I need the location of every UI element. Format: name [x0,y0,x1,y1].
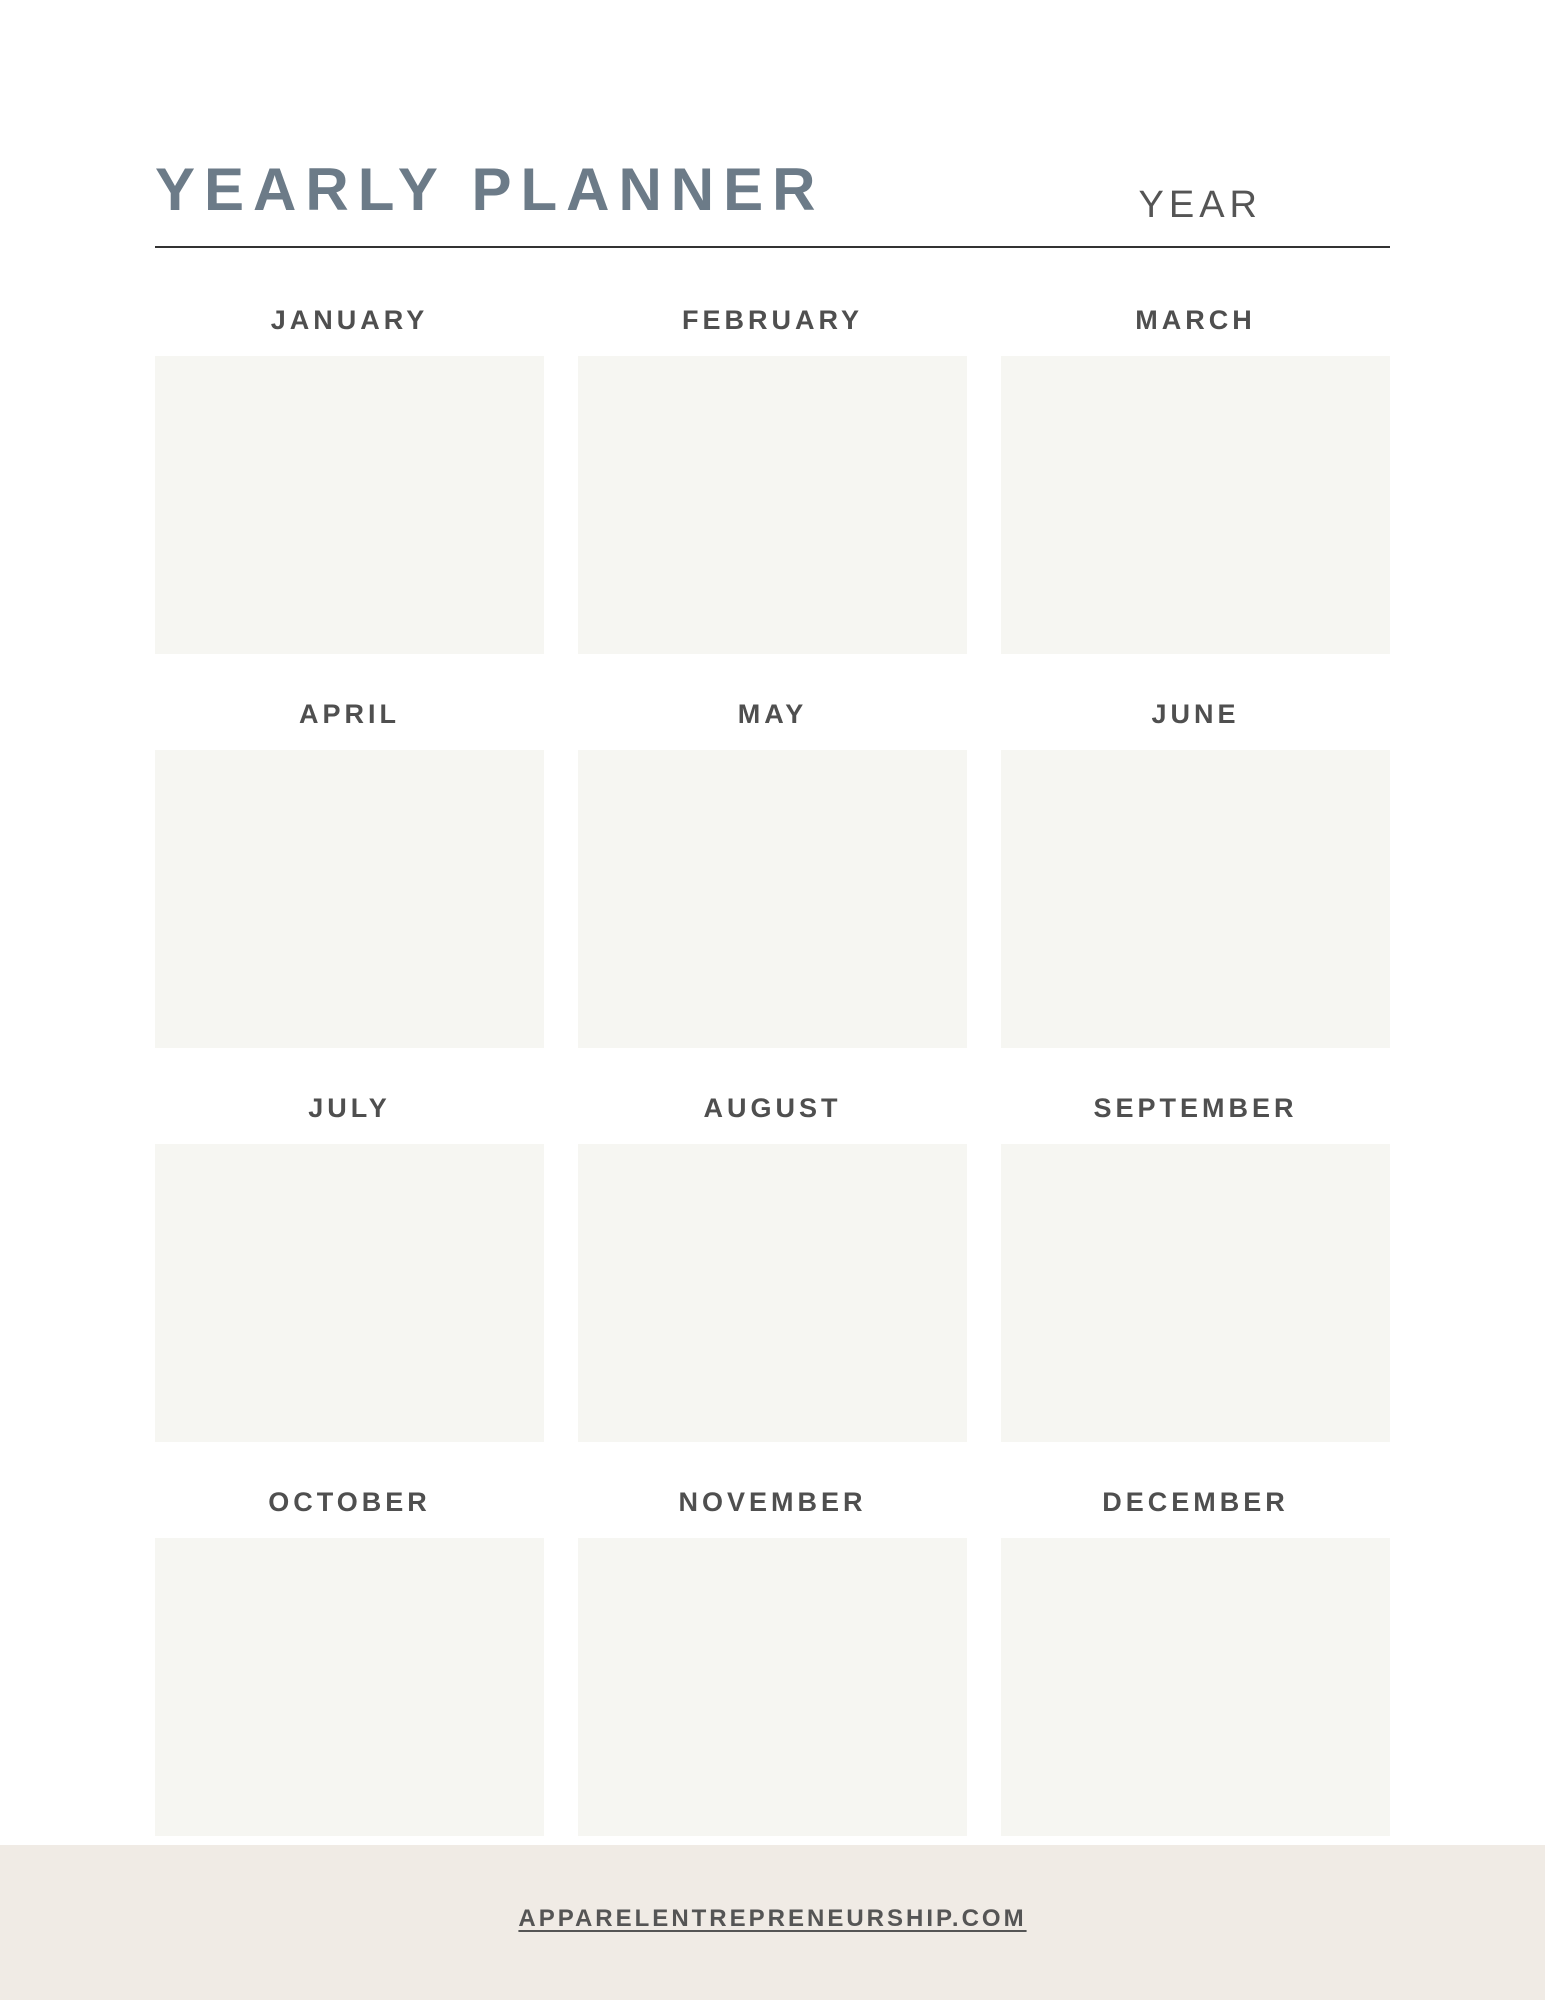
month-notes-box[interactable] [1001,750,1390,1048]
month-notes-box[interactable] [1001,1538,1390,1836]
month-name: JANUARY [270,305,429,335]
month-october [155,1472,544,1836]
month-name: SEPTEMBER [1093,1093,1298,1123]
month-january [155,290,544,654]
month-april [155,684,544,1048]
month-name: NOVEMBER [678,1487,867,1517]
month-notes-box[interactable] [578,1538,967,1836]
page-title: YEARLY PLANNER [155,156,825,223]
month-notes-box[interactable] [155,356,544,654]
footer [0,1845,1545,2000]
months-grid [155,290,1390,1836]
month-name: DECEMBER [1102,1487,1289,1517]
month-september [1001,1078,1390,1442]
month-name: AUGUST [703,1093,842,1123]
header [155,150,1390,250]
month-name: FEBRUARY [681,305,863,335]
year-field-label: YEAR [1138,184,1262,226]
month-notes-box[interactable] [578,356,967,654]
month-november [578,1472,967,1836]
month-march [1001,290,1390,654]
month-february [578,290,967,654]
month-notes-box[interactable] [155,750,544,1048]
month-name: MAY [737,699,808,729]
month-name: JULY [308,1093,391,1123]
month-name: OCTOBER [268,1487,431,1517]
month-name: MARCH [1135,305,1256,335]
month-may [578,684,967,1048]
month-notes-box[interactable] [578,750,967,1048]
month-august [578,1078,967,1442]
month-notes-box[interactable] [155,1144,544,1442]
website-link[interactable]: APPARELENTREPRENEURSHIP.COM [518,1905,1027,1932]
month-name: JUNE [1151,699,1240,729]
month-notes-box[interactable] [155,1538,544,1836]
header-divider [155,246,1390,248]
month-notes-box[interactable] [1001,356,1390,654]
month-notes-box[interactable] [1001,1144,1390,1442]
month-june [1001,684,1390,1048]
month-name: APRIL [299,699,400,729]
month-july [155,1078,544,1442]
month-december [1001,1472,1390,1836]
month-notes-box[interactable] [578,1144,967,1442]
